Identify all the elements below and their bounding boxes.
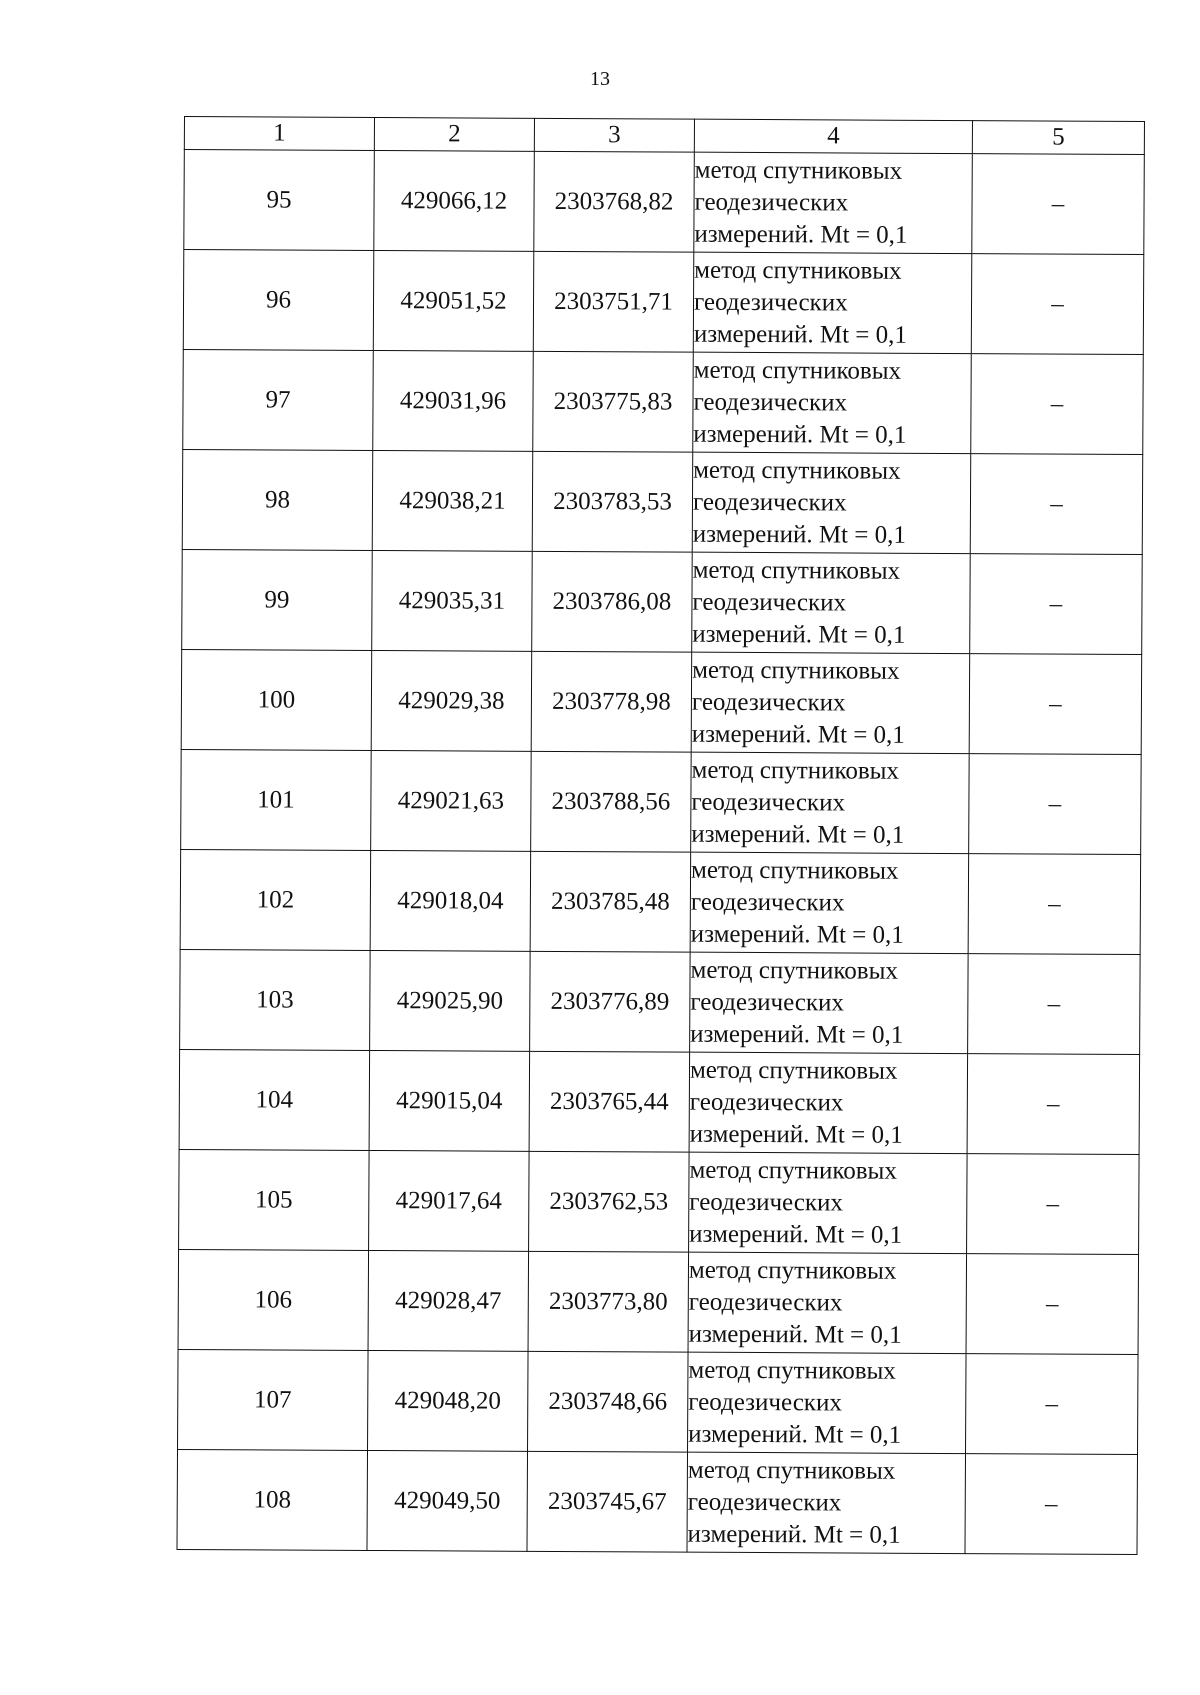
method-line: геодезических: [690, 988, 845, 1016]
x-coordinate-cell: 429031,96: [373, 350, 534, 451]
coordinates-table: [176, 116, 1144, 1555]
method-line: метод спутниковых: [690, 956, 899, 985]
x-coordinate-cell: 429066,12: [374, 150, 535, 251]
method-line: измерений. Mt = 0,1: [690, 920, 904, 949]
method-line: метод спутниковых: [691, 756, 900, 785]
description-cell: –: [966, 1354, 1139, 1455]
method-line: метод спутниковых: [692, 556, 901, 585]
method-line: измерений. Mt = 0,1: [694, 220, 908, 249]
method-cell: [689, 1052, 968, 1153]
description-cell: –: [965, 1454, 1138, 1555]
point-number-cell: 98: [182, 449, 373, 550]
table-row: [183, 250, 1144, 355]
point-number-cell: 106: [178, 1249, 369, 1350]
table-row: [178, 1349, 1139, 1454]
column-header-5: 5: [972, 121, 1144, 155]
table-row: [180, 849, 1141, 954]
x-coordinate-cell: 429035,31: [372, 550, 533, 651]
method-line: измерений. Mt = 0,1: [688, 1420, 902, 1449]
method-cell: [688, 1252, 967, 1353]
x-coordinate-cell: 429051,52: [373, 250, 534, 351]
table-row: [177, 1449, 1138, 1554]
column-header-2: 2: [374, 117, 534, 151]
method-line: измерений. Mt = 0,1: [689, 1220, 903, 1249]
y-coordinate-cell: 2303748,66: [528, 1351, 689, 1452]
method-line: геодезических: [692, 588, 847, 616]
y-coordinate-cell: 2303765,44: [529, 1051, 690, 1152]
method-line: геодезических: [688, 1388, 842, 1416]
method-line: измерений. Mt = 0,1: [693, 320, 908, 349]
description-cell: –: [969, 754, 1142, 855]
method-cell: [690, 952, 969, 1053]
column-header-3: 3: [534, 118, 694, 152]
point-number-cell: 107: [178, 1349, 369, 1450]
method-line: измерений. Mt = 0,1: [687, 1520, 901, 1549]
y-coordinate-cell: 2303783,53: [532, 451, 693, 552]
point-number-cell: 108: [177, 1449, 368, 1550]
method-line: метод спутниковых: [689, 1156, 897, 1185]
y-coordinate-cell: 2303773,80: [528, 1251, 689, 1352]
method-line: метод спутниковых: [692, 656, 900, 685]
point-number-cell: 100: [181, 649, 372, 750]
x-coordinate-cell: 429025,90: [370, 950, 531, 1051]
method-line: геодезических: [693, 388, 848, 416]
y-coordinate-cell: 2303786,08: [532, 551, 693, 652]
method-line: метод спутниковых: [694, 156, 903, 185]
method-cell: [694, 152, 973, 253]
x-coordinate-cell: 429021,63: [371, 750, 532, 851]
method-line: геодезических: [692, 488, 847, 516]
method-cell: [693, 352, 972, 453]
point-number-cell: 97: [183, 349, 374, 450]
method-line: геодезических: [687, 1488, 842, 1516]
table-row: [181, 749, 1142, 854]
method-line: геодезических: [693, 288, 848, 316]
description-cell: –: [966, 1254, 1139, 1355]
method-line: метод спутниковых: [689, 1056, 898, 1085]
method-cell: [693, 252, 972, 353]
table-row: [182, 449, 1143, 554]
x-coordinate-cell: 429038,21: [372, 450, 533, 551]
y-coordinate-cell: 2303775,83: [533, 351, 694, 452]
point-number-cell: 104: [179, 1049, 370, 1150]
description-cell: –: [970, 554, 1143, 655]
page-number: 13: [590, 68, 610, 90]
table-row: [181, 649, 1142, 754]
method-line: измерений. Mt = 0,1: [688, 1320, 902, 1349]
table-row: [182, 549, 1143, 654]
point-number-cell: 99: [182, 549, 373, 650]
y-coordinate-cell: 2303768,82: [534, 151, 695, 252]
x-coordinate-cell: 429015,04: [369, 1050, 530, 1151]
description-cell: –: [972, 154, 1145, 255]
point-number-cell: 95: [184, 150, 375, 251]
method-cell: [692, 452, 971, 553]
method-line: измерений. Mt = 0,1: [693, 420, 907, 449]
method-cell: [690, 852, 969, 953]
method-line: измерений. Mt = 0,1: [690, 1020, 904, 1049]
description-cell: –: [967, 1054, 1140, 1155]
y-coordinate-cell: 2303785,48: [530, 851, 691, 952]
method-line: метод спутниковых: [693, 356, 902, 385]
method-line: геодезических: [690, 888, 845, 916]
method-line: метод спутниковых: [693, 456, 901, 485]
method-cell: [687, 1452, 966, 1553]
y-coordinate-cell: 2303745,67: [527, 1451, 688, 1552]
y-coordinate-cell: 2303788,56: [531, 751, 692, 852]
point-number-cell: 103: [180, 949, 371, 1050]
method-line: измерений. Mt = 0,1: [692, 620, 906, 649]
description-cell: –: [971, 354, 1144, 455]
table-row: [184, 150, 1145, 255]
method-line: метод спутниковых: [688, 1256, 897, 1285]
point-number-cell: 96: [183, 250, 374, 351]
x-coordinate-cell: 429048,20: [368, 1350, 529, 1451]
method-line: измерений. Mt = 0,1: [692, 520, 906, 549]
description-cell: –: [970, 454, 1143, 555]
table-row: [179, 1049, 1140, 1154]
description-cell: –: [967, 1154, 1140, 1255]
method-line: измерений. Mt = 0,1: [689, 1120, 903, 1149]
method-line: геодезических: [688, 1288, 843, 1316]
description-cell: –: [971, 254, 1144, 355]
column-header-4: 4: [694, 119, 972, 153]
column-header-1: 1: [184, 117, 374, 151]
x-coordinate-cell: 429017,64: [369, 1150, 530, 1251]
method-line: геодезических: [691, 788, 846, 816]
description-cell: –: [969, 654, 1142, 755]
method-line: геодезических: [689, 1088, 844, 1116]
point-number-cell: 105: [179, 1149, 370, 1250]
method-line: геодезических: [694, 188, 849, 216]
method-line: измерений. Mt = 0,1: [691, 820, 905, 849]
x-coordinate-cell: 429029,38: [371, 650, 532, 751]
method-cell: [688, 1352, 967, 1453]
y-coordinate-cell: 2303776,89: [530, 951, 691, 1052]
method-cell: [692, 552, 971, 653]
y-coordinate-cell: 2303762,53: [529, 1151, 690, 1252]
point-number-cell: 101: [181, 749, 372, 850]
description-cell: –: [968, 854, 1141, 955]
table-row: [183, 349, 1144, 454]
method-line: метод спутниковых: [688, 1356, 896, 1385]
method-line: метод спутниковых: [687, 1456, 896, 1485]
table-row: [179, 1149, 1140, 1254]
y-coordinate-cell: 2303751,71: [533, 251, 694, 352]
x-coordinate-cell: 429049,50: [367, 1450, 528, 1551]
method-cell: [689, 1152, 968, 1253]
table-row: [180, 949, 1141, 1054]
header-row: [184, 117, 1144, 155]
method-line: измерений. Mt = 0,1: [691, 720, 905, 749]
method-line: геодезических: [689, 1188, 843, 1216]
method-line: геодезических: [691, 688, 846, 716]
method-cell: [691, 652, 970, 753]
y-coordinate-cell: 2303778,98: [531, 651, 692, 752]
description-cell: –: [968, 954, 1141, 1055]
x-coordinate-cell: 429018,04: [370, 850, 531, 951]
x-coordinate-cell: 429028,47: [368, 1250, 529, 1351]
point-number-cell: 102: [180, 849, 371, 950]
method-line: метод спутниковых: [694, 256, 902, 285]
method-line: метод спутниковых: [690, 856, 899, 885]
table-row: [178, 1249, 1139, 1354]
method-cell: [691, 752, 970, 853]
